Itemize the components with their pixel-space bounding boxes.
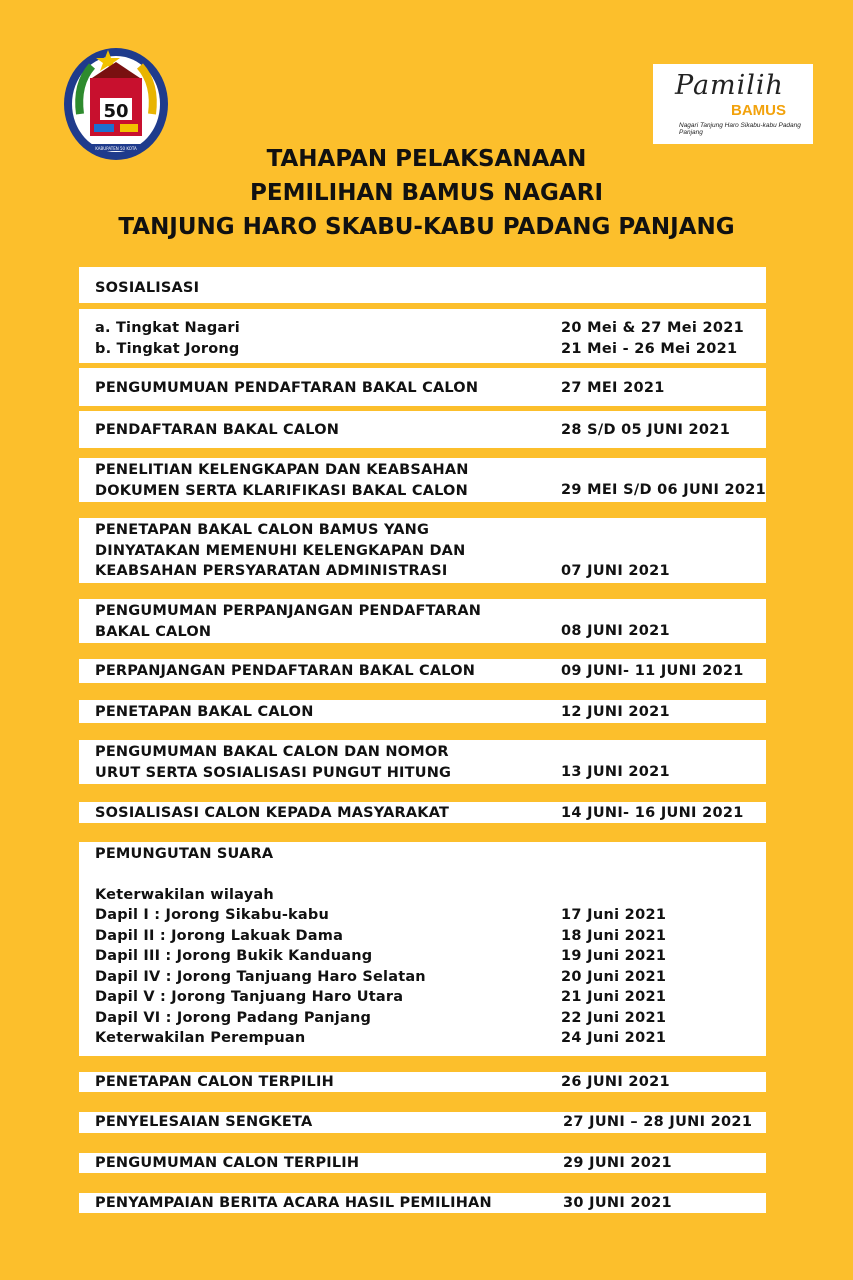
row-label: PEMUNGUTAN SUARA (95, 846, 274, 862)
schedule-row (79, 802, 766, 823)
schedule-row (79, 740, 766, 784)
row-label: PENYAMPAIAN BERITA ACARA HASIL PEMILIHAN (95, 1195, 492, 1211)
title-line-1: TAHAPAN PELAKSANAAN (266, 146, 587, 172)
row-date: 28 S/D 05 JUNI 2021 (561, 422, 731, 438)
row-label: PENYELESAIAN SENGKETA (95, 1114, 313, 1130)
dapil-label: Dapil V : Jorong Tanjuang Haro Utara (95, 989, 404, 1005)
dapil-label: Dapil IV : Jorong Tanjuang Haro Selatan (95, 968, 426, 985)
row-date: 12 JUNI 2021 (561, 704, 670, 720)
dapil-date: 20 Juni 2021 (561, 968, 667, 985)
row-label: b. Tingkat Jorong (95, 340, 240, 357)
emblem-caption: KABUPATEN 50 KOTA (95, 146, 137, 151)
dapil-label: Keterwakilan Perempuan (95, 1030, 306, 1046)
row-subheader: Keterwakilan wilayah (95, 887, 274, 903)
row-label: PENGUMUMAN BAKAL CALON DAN NOMOR (95, 744, 449, 760)
row-date: 09 JUNI- 11 JUNI 2021 (561, 663, 744, 679)
dapil-date: 17 Juni 2021 (561, 907, 667, 923)
schedule-row (79, 1112, 766, 1133)
logo-script-text: Pamilih (675, 70, 784, 101)
row-date: 13 JUNI 2021 (561, 764, 670, 780)
row-label: PENETAPAN BAKAL CALON (95, 704, 314, 720)
schedule-row-pemungutan (79, 842, 766, 1056)
schedule-row (79, 411, 766, 448)
dapil-label: Dapil III : Jorong Bukik Kanduang (95, 948, 373, 964)
row-label: PENELITIAN KELENGKAPAN DAN KEABSAHAN (95, 462, 469, 478)
dapil-date: 22 Juni 2021 (561, 1009, 667, 1026)
row-label: PENGUMUMAN CALON TERPILIH (95, 1155, 360, 1171)
row-label: PENDAFTARAN BAKAL CALON (95, 422, 340, 438)
row-date: 30 JUNI 2021 (563, 1195, 672, 1211)
row-label: PENGUMUMAN PERPANJANGAN PENDAFTARAN (95, 603, 482, 619)
row-label: PENGUMUMUAN PENDAFTARAN BAKAL CALON (95, 380, 479, 396)
row-label: DOKUMEN SERTA KLARIFIKASI BAKAL CALON (95, 482, 468, 499)
row-label: PENETAPAN CALON TERPILIH (95, 1074, 334, 1090)
dapil-date: 21 Juni 2021 (561, 989, 667, 1005)
row-label: SOSIALISASI (95, 280, 200, 296)
row-date: 26 JUNI 2021 (561, 1074, 670, 1090)
row-label: DINYATAKAN MEMENUHI KELENGKAPAN DAN (95, 542, 466, 559)
schedule-row-sosialisasi-items (79, 309, 766, 363)
dapil-label: Dapil II : Jorong Lakuak Dama (95, 927, 344, 944)
row-label: a. Tingkat Nagari (95, 320, 240, 336)
dapil-date: 24 Juni 2021 (561, 1030, 667, 1046)
schedule-row-sosialisasi-header (79, 267, 766, 303)
schedule-row (79, 1072, 766, 1092)
row-date: 27 MEI 2021 (561, 380, 665, 396)
row-date: 21 Mei - 26 Mei 2021 (561, 340, 738, 357)
dapil-date: 18 Juni 2021 (561, 927, 667, 944)
row-label: SOSIALISASI CALON KEPADA MASYARAKAT (95, 805, 450, 821)
row-date: 27 JUNI – 28 JUNI 2021 (563, 1114, 753, 1130)
title-line-2: PEMILIHAN BAMUS NAGARI (250, 180, 603, 206)
row-label: PENETAPAN BAKAL CALON BAMUS YANG (95, 522, 430, 538)
logo-brand-text: BAMUS (731, 102, 786, 119)
schedule-row (79, 458, 766, 502)
dapil-date: 19 Juni 2021 (561, 948, 667, 964)
row-date: 29 MEI S/D 06 JUNI 2021 (561, 482, 767, 498)
schedule-row (79, 1153, 766, 1173)
row-label: KEABSAHAN PERSYARATAN ADMINISTRASI (95, 563, 448, 579)
row-date: 07 JUNI 2021 (561, 563, 670, 579)
schedule-row (79, 700, 766, 723)
row-label: URUT SERTA SOSIALISASI PUNGUT HITUNG (95, 764, 452, 781)
schedule-row (79, 518, 766, 583)
title-line-3: TANJUNG HARO SKABU-KABU PADANG PANJANG (118, 214, 735, 240)
row-date: 20 Mei & 27 Mei 2021 (561, 320, 745, 336)
dapil-label: Dapil VI : Jorong Padang Panjang (95, 1009, 372, 1026)
dapil-label: Dapil I : Jorong Sikabu-kabu (95, 907, 329, 923)
emblem-number: 50 (103, 101, 129, 122)
row-date: 29 JUNI 2021 (563, 1155, 672, 1171)
row-label: BAKAL CALON (95, 623, 212, 640)
schedule-row (79, 659, 766, 683)
logo-subtitle: Nagari Tanjung Haro Sikabu-kabu Padang Panjang (679, 122, 801, 136)
schedule-row (79, 368, 766, 406)
schedule-row (79, 599, 766, 643)
row-date: 14 JUNI- 16 JUNI 2021 (561, 805, 744, 821)
row-date: 08 JUNI 2021 (561, 623, 670, 639)
schedule-row (79, 1193, 766, 1213)
row-label: PERPANJANGAN PENDAFTARAN BAKAL CALON (95, 663, 476, 679)
